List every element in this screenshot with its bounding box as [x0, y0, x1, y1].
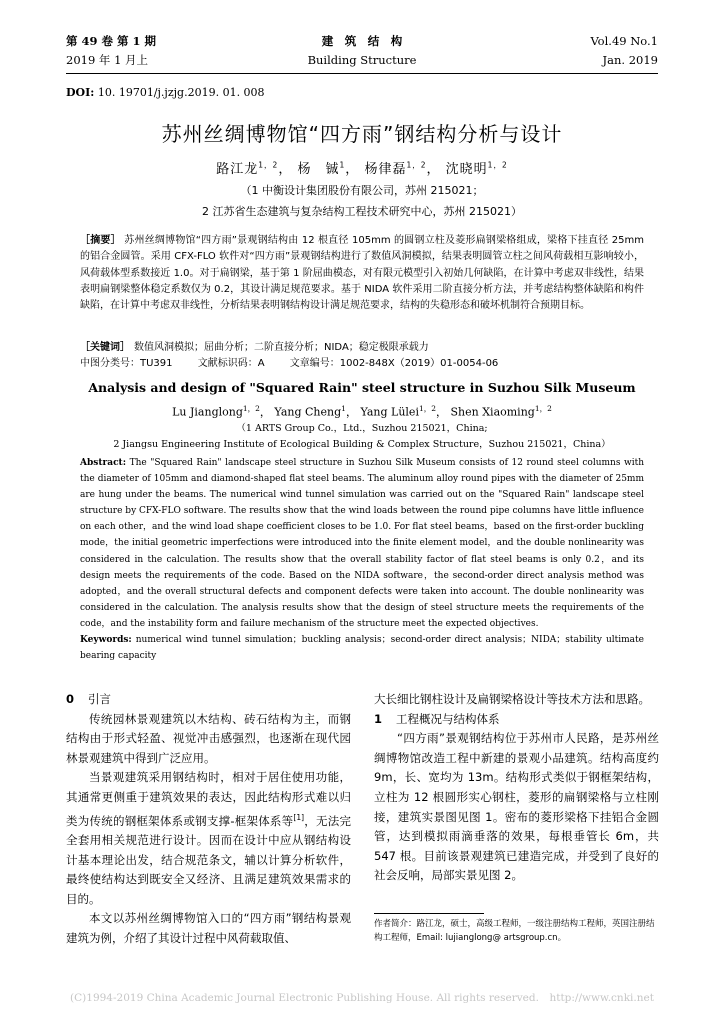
affiliation-zh-2: 2 江苏省生态建筑与复杂结构工程技术研究中心，苏州 215021）: [202, 205, 522, 218]
paragraph: 本文以苏州丝绸博物馆入口的“四方雨”钢结构景观建筑为例，介绍了其设计过程中风荷载取值、: [66, 911, 351, 945]
author-name: 沈晓明: [445, 162, 488, 177]
doi: [66, 86, 265, 99]
paragraph-text: 当景观建筑采用钢结构时，相对于居住使用功能，其通常更侧重于建筑效果的表达，因此结构形式难以归类为传统的钢框架体系或钢支撑-框架体系等: [66, 770, 351, 828]
copyright-watermark: (C)1994-2019 China Academic Journal Electronic Publishing House. All rights reserved. http://www.cnki.net: [70, 992, 654, 1004]
author-sup-en: 1，2: [242, 404, 260, 413]
section-title: 引言: [88, 692, 111, 706]
date-zh: 2019 年 1 月上: [66, 53, 149, 67]
author-name: 杨律磊: [364, 162, 407, 177]
header-center: [66, 32, 658, 70]
abstract-zh-text: 苏州丝绸博物馆“四方雨”景观钢结构由 12 根直径 105mm 的圆钢立柱及菱形扁钢梁格组成，梁格下挂直径 25mm 的铝合金圆管。采用 CFX-FLO 软件对“四方雨”景观钢结构进行了数值风洞模拟，结果表明圆管立柱之间风荷载相互影响较小，风荷载体型系数接近 1.0。对于扁钢梁，基于第 1 阶屈曲模态，对有限元模型引入初始几何缺陷，在计算中考虑双非线性，结果表明扁钢梁整体稳定系数仅为 0.2，其设计满足规范要求。基于 NIDA 软件采用二阶直接分析方法，并考虑结构整体缺陷和构件缺陷，在计算中考虑双非线性，分析结果表明钢结构设计满足规范要求，结构的失稳形态和破坏机制符合预期目标。: [80, 235, 645, 312]
date-en: Jan. 2019: [602, 53, 658, 67]
section-number: 1: [374, 711, 383, 726]
abstract-en-text: The "Squared Rain" landscape steel structure in Suzhou Silk Museum consists of 12 round steel columns with the diameter of 105mm and diamond-shaped flat steel beams. The aluminum alloy round pipes with the diameter of 25mm are hung under the beams. The numerical wind tunnel simulation was carried out on the "Squared Rain" landscape steel structure by CFX-FLO software. The results show that the wind loads between the round pipe columns have little influence on each other，and the wind load shape coefficient closes to be 1.0. For flat steel beams，based on the first-order buckling mode，the initial geometric imperfections were introduced into the finite element model，and the double nonlinearity was considered in the calculation. The results show that the overall stability factor of flat steel beams is only 0.2，and its design meets the requirements of the code. Based on the NIDA software，the second-order direct analysis method was adopted，and the overall structural defects and component defects were taken into account. The double nonlinearity was considered in the calculation. The analysis results show that the design of steel structure meets the requirements of the code，and the instability form and failure mechanism of the structure meet the expected objectives.: [80, 458, 644, 629]
authors-zh: [0, 158, 724, 177]
doi-label: DOI:: [66, 86, 95, 99]
section-title: 工程概况与结构体系: [396, 711, 500, 726]
doi-value: 10. 19701/j.jzjg.2019. 01. 008: [97, 86, 265, 99]
author-sup-en: 1，2: [418, 404, 437, 413]
section-number: 0: [66, 692, 75, 706]
author-sup-en: 1，2: [534, 404, 552, 413]
paragraph-continued: 大长细比钢柱设计及扁钢梁格设计等技术方法和思路。: [374, 692, 650, 706]
footnote-rule: [374, 913, 484, 914]
clc-number: 中图分类号：TU391: [80, 358, 173, 369]
author-name-en: Yang Lülei: [360, 405, 419, 419]
abstract-en: [80, 455, 644, 664]
body-column-left: [66, 690, 351, 949]
paragraph: [66, 768, 351, 909]
affiliation-en-2: 2 Jiangsu Engineering Institute of Ecological Building & Complex Structure，Suzhou 215021，China）: [113, 439, 611, 450]
article-number: 文章编号：1002-848X（2019）01-0054-06: [289, 358, 499, 369]
keywords-zh-text: 数值风洞模拟；屈曲分析；二阶直接分析；NIDA；稳定极限承载力: [134, 342, 429, 353]
section-heading: [66, 690, 351, 710]
keywords-en-text: numerical wind tunnel simulation；buckling analysis；second-order direct analysis；NIDA；stability ultimate bearing capacity: [80, 635, 644, 662]
paragraph: “四方雨”景观钢结构位于苏州市人民路，是苏州丝绸博物馆改造工程中新建的景观小品建筑。结构高度约 9m，长、宽均为 13m。结构形式类似于钢框架结构，立柱为 12 根圆形实心钢柱，菱形的扁钢梁格与立柱刚接，建筑实景图见图 1。密布的菱形梁格下挂铝合金圆管，达到模拟雨滴垂落的效果，每根垂管长 6m，共 547 根。目前该景观建筑已建造完成，并受到了良好的社会反响，局部实景见图 2。: [374, 731, 659, 883]
volume-en: Vol.49 No.1: [590, 34, 658, 48]
author-sup: 1，2: [258, 160, 279, 170]
author-name-en: Lu Jianglong: [172, 405, 243, 419]
affiliation-zh-1: （1 中衡设计集团股份有限公司，苏州 215021；: [240, 184, 484, 197]
abstract-en-label: Abstract:: [80, 458, 127, 468]
body-column-right: [374, 690, 659, 886]
volume-zh: 第 49 卷 第 1 期: [66, 34, 157, 48]
authors-en: [0, 403, 724, 420]
title-zh: 苏州丝绸博物馆“四方雨”钢结构分析与设计: [161, 122, 563, 146]
author-name: 杨 铖: [297, 162, 340, 177]
author-sep: ，: [426, 162, 441, 177]
keywords-zh: [80, 338, 451, 353]
paragraph-text: ，无法完全套用相关规范进行设计。因而在设计中应从钢结构设计基本理论出发，结合规范条文，辅以计算分析软件，最终使结构达到既安全又经济、且满足建筑效果需求的目的。: [66, 813, 351, 906]
author-sup: 1，2: [406, 160, 427, 170]
abstract-zh-label: ［摘要］: [80, 235, 121, 246]
classification-zh: [80, 354, 520, 369]
section-heading: [374, 710, 659, 730]
author-sep: ，: [278, 162, 293, 177]
abstract-zh: [80, 233, 644, 314]
author-sep: ，: [345, 162, 360, 177]
author-sep-en: ，: [345, 405, 357, 419]
document-code: 文献标识码：A: [197, 358, 265, 369]
paragraph: 传统园林景观建筑以木结构、砖石结构为主，而钢结构由于形式轻盈、视觉冲击感强烈，也逐渐在现代园林景观建筑中得到广泛应用。: [66, 711, 351, 765]
running-header: [66, 32, 658, 70]
author-sup-en: 1: [341, 404, 346, 413]
author-name-en: Yang Cheng: [274, 405, 342, 419]
author-name-en: Shen Xiaoming: [450, 405, 535, 419]
author-name: 路江龙: [216, 162, 259, 177]
header-rule: [66, 73, 658, 74]
author-sep-en: ，: [436, 405, 448, 419]
keywords-en-label: Keywords:: [80, 635, 132, 646]
author-footnote: 作者简介：路江龙，硕士，高级工程师，一级注册结构工程师，英国注册结构工程师，Email: lujianglong@ artsgroup.cn。: [374, 919, 655, 943]
journal-name-zh: 建 筑 结 构: [321, 34, 403, 48]
affiliation-en-1: （1 ARTS Group Co.，Ltd.，Suzhou 215021，China;: [236, 423, 488, 434]
author-sup: 1: [339, 160, 346, 170]
title-en: Analysis and design of "Squared Rain" steel structure in Suzhou Silk Museum: [88, 380, 636, 395]
author-sup: 1，2: [487, 160, 508, 170]
keywords-zh-label: ［关键词］: [80, 342, 130, 353]
header-right: [590, 32, 658, 70]
journal-name-en: Building Structure: [307, 53, 417, 67]
author-sep-en: ，: [259, 405, 271, 419]
citation: [1]: [293, 812, 305, 822]
